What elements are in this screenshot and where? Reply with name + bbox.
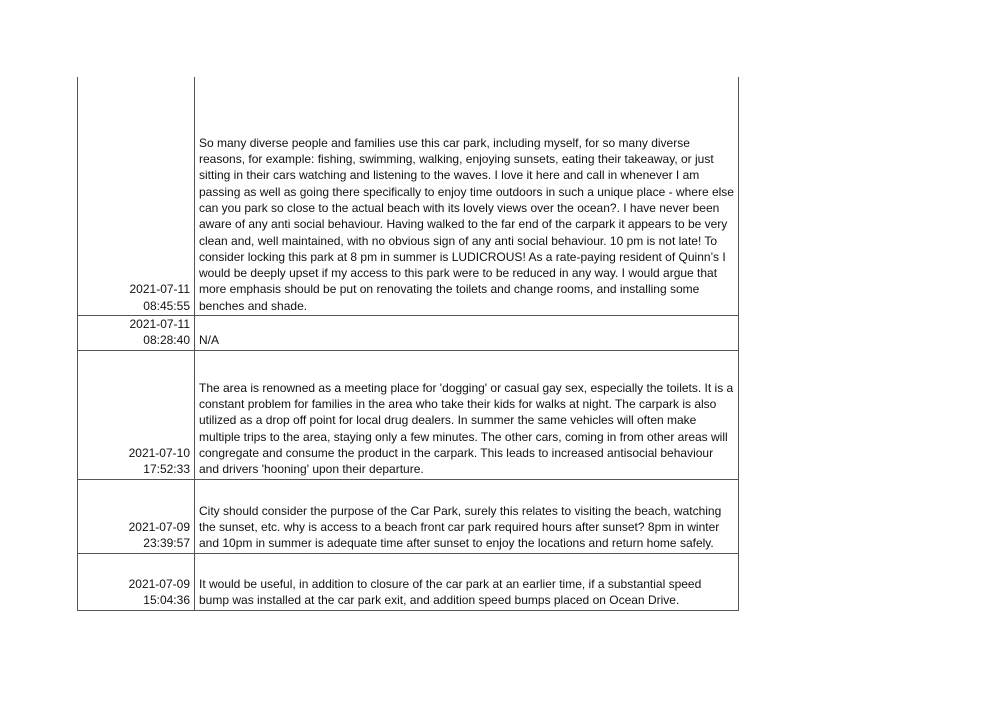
- comment-text: So many diverse people and families use this car park, including myself, for so many diverse reasons, for example: fishing, swimming, walking, enjoying sunsets, eating their takeaway, or just sitting in their cars watching and listening to the waves. I love it here and call in whenever I am passing as well as going there specifically to enjoy time outdoors in such a unique place - where else can you park so close to the actual beach with its lovely views over the ocean?. I have never been aware of any anti social behaviour. Having walked to the far end of the carpark it appears to be very clean and, well maintained, with no obvious sign of any anti social behaviour. 10 pm is not late! To consider locking this park at 8 pm in summer is LUDICROUS! As a rate-paying resident of Quinn’s I would be deeply upset if my access to this park were to be reduced in any way. I would argue that more emphasis should be put on renovating the toilets and change rooms, and installing some benches and shade.: [195, 77, 739, 316]
- comment-date: 2021-07-09: [128, 520, 190, 534]
- timestamp-cell: [78, 553, 195, 610]
- table-row: [78, 316, 739, 351]
- table-row: [78, 553, 739, 610]
- comment-date: 2021-07-11: [129, 317, 190, 331]
- timestamp-cell: [78, 77, 195, 316]
- timestamp-cell: [78, 316, 195, 351]
- table-row: [78, 77, 739, 316]
- comment-text: N/A: [195, 316, 739, 351]
- table-row: [78, 479, 739, 553]
- comment-text: City should consider the purpose of the Car Park, surely this relates to visiting the beach, watching the sunset, etc. why is access to a beach front car park required hours after sunset? 8pm in winter and 10pm in summer is adequate time after sunset to enjoy the locations and return home safely.: [195, 479, 739, 553]
- comment-time: 08:45:55: [143, 298, 190, 313]
- comment-date: 2021-07-09: [128, 577, 190, 591]
- comment-text: The area is renowned as a meeting place for 'dogging' or casual gay sex, especially the toilets. It is a constant problem for families in the area who take their kids for walks at night. The carpark is also utilized as a drop off point for local drug dealers. In summer the same vehicles will often make multiple trips to the area, staying only a few minutes. The other cars, coming in from other areas will congregate and consume the product in the carpark. This leads to increased antisocial behaviour and drivers 'hooning' upon their departure.: [195, 350, 739, 479]
- comments-table: [77, 77, 739, 611]
- comment-time: 17:52:33: [143, 462, 190, 477]
- comments-table-wrapper: [77, 77, 738, 611]
- comment-time: 15:04:36: [143, 593, 190, 608]
- comment-text: It would be useful, in addition to closure of the car park at an earlier time, if a substantial speed bump was installed at the car park exit, and addition speed bumps placed on Ocean Drive.: [195, 553, 739, 610]
- comment-time: 08:28:40: [143, 333, 190, 348]
- comment-date: 2021-07-11: [129, 282, 190, 297]
- timestamp-cell: [78, 350, 195, 479]
- timestamp-cell: [78, 479, 195, 553]
- table-row: [78, 350, 739, 479]
- comment-date: 2021-07-10: [128, 446, 190, 460]
- comment-time: 23:39:57: [143, 536, 190, 551]
